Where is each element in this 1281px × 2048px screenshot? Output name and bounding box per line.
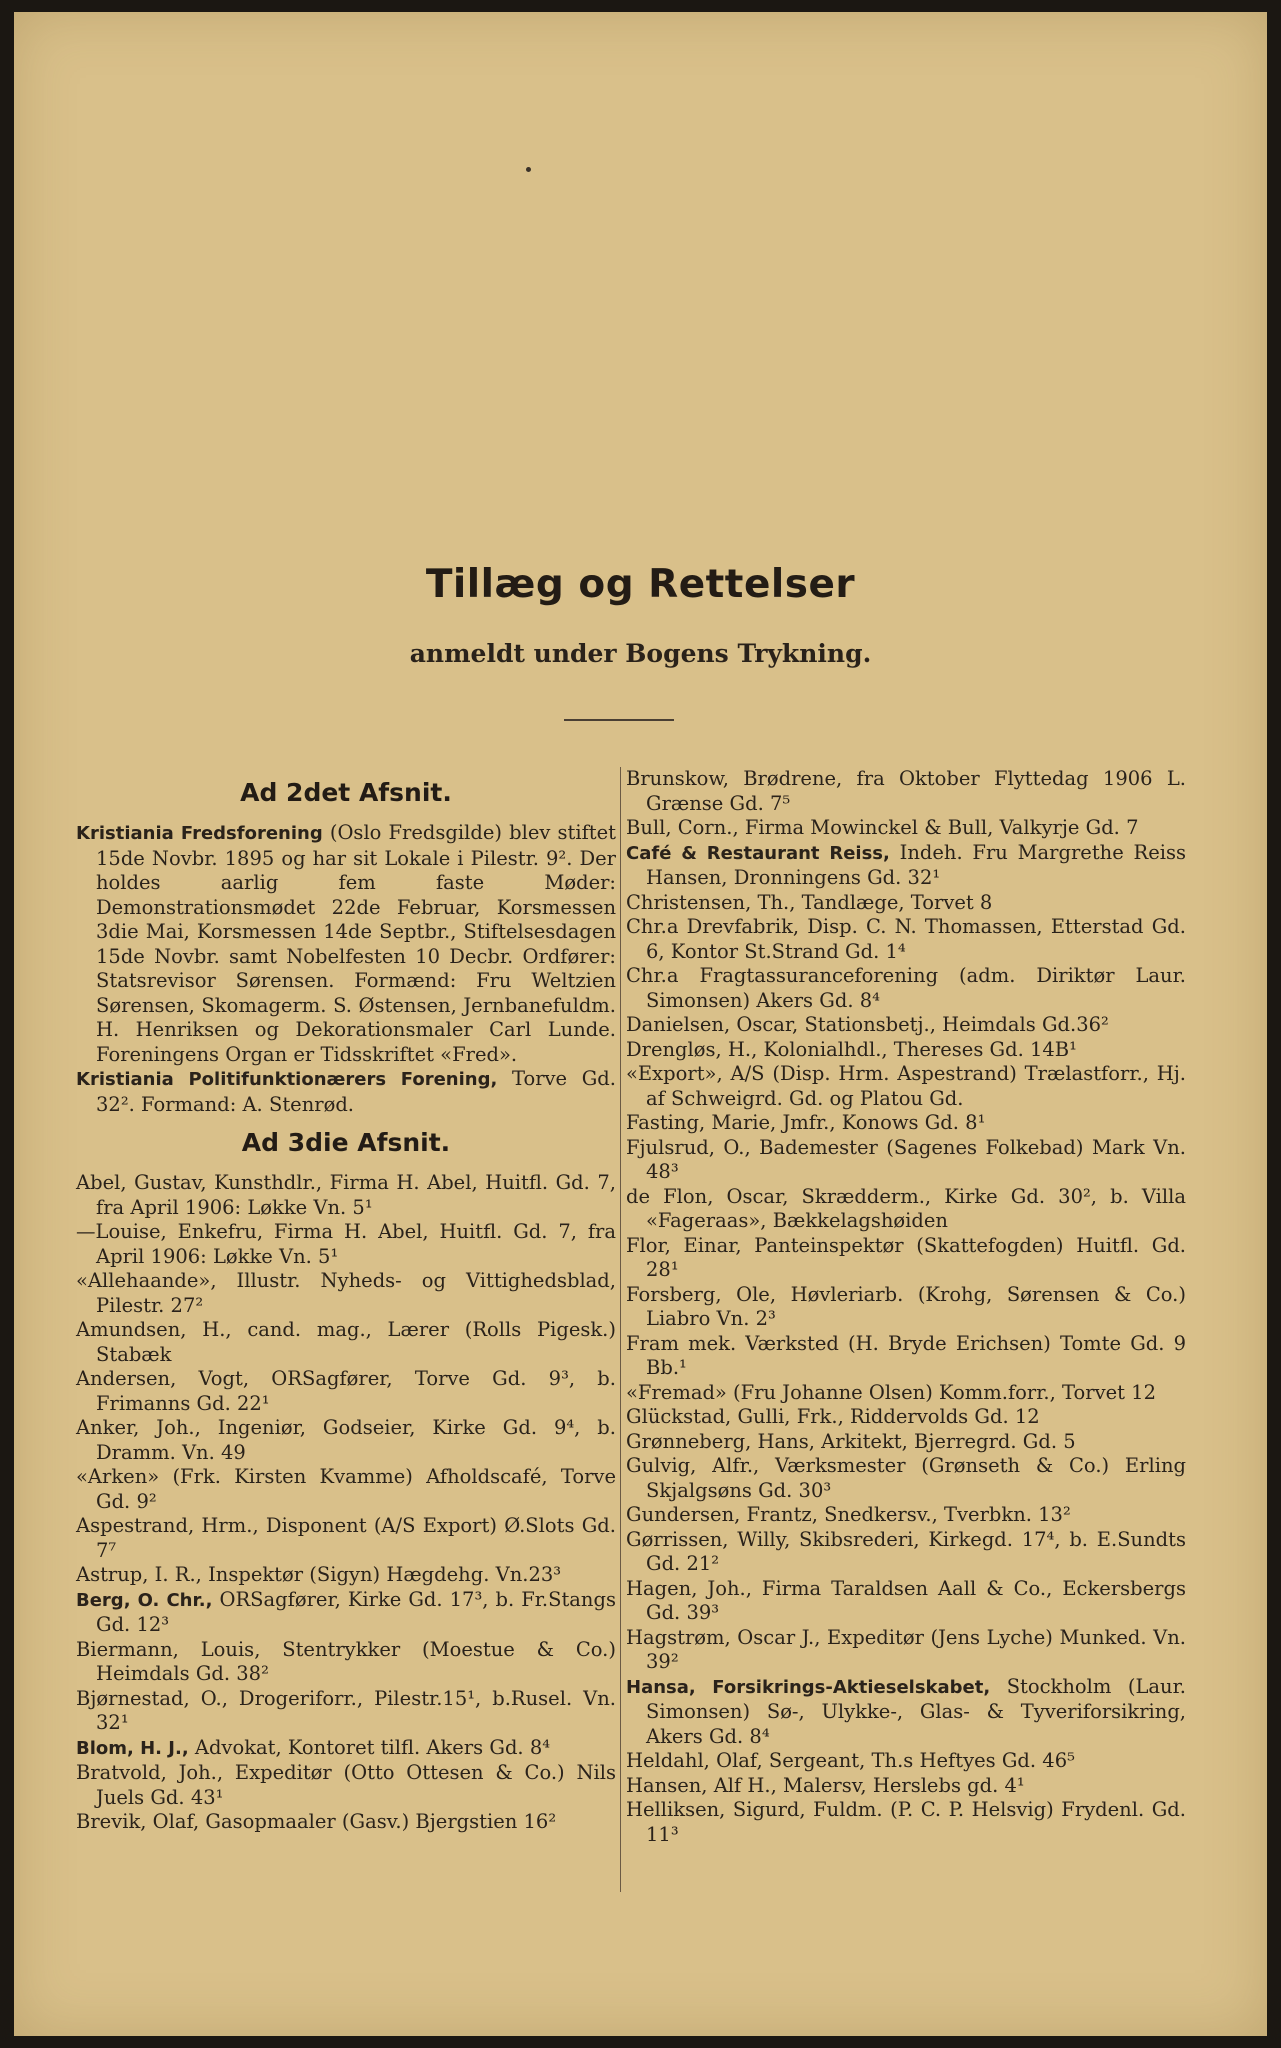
directory-entry — [626, 1503, 1186, 1528]
directory-entry — [76, 1563, 616, 1588]
entry-text: Danielsen, Oscar, Stationsbetj., Heimdals Gd.36² — [626, 1013, 1109, 1036]
entry-text: Amundsen, H., cand. mag., Lærer (Rolls Pigesk.) Stabæk — [76, 1318, 616, 1366]
entry-text: Christensen, Th., Tandlæge, Torvet 8 — [626, 890, 993, 914]
entry-text: Bull, Corn., Firma Mowinckel & Bull, Valkyrje Gd. 7 — [626, 816, 1139, 839]
entry-text: «Export», A/S (Disp. Hrm. Aspestrand) Trælastforr., Hj. af Schweigrd. Gd. og Platou Gd. — [626, 1062, 1186, 1110]
entry-text: «Fremad» (Fru Johanne Olsen) Komm.forr., Torvet 12 — [626, 1380, 1156, 1404]
entry-text: Gundersen, Frantz, Snedkersv., Tverbkn. 13² — [626, 1503, 1071, 1526]
entry-text: Fasting, Marie, Jmfr., Konows Gd. 8¹ — [626, 1111, 986, 1134]
entry-name: Berg, O. Chr., — [76, 1589, 213, 1611]
directory-entry — [76, 1220, 616, 1269]
document-page — [14, 12, 1267, 2036]
directory-entry — [626, 767, 1186, 816]
entry-text: Brunskow, Brødrene, fra Oktober Flyttedag 1906 L. Grænse Gd. 7⁵ — [626, 767, 1186, 815]
entry-text: —Louise, Enkefru, Firma H. Abel, Huitfl. Gd. 7, fra April 1906: Løkke Vn. 5¹ — [76, 1220, 616, 1268]
directory-entry — [626, 1013, 1186, 1038]
entry-text: Forsberg, Ole, Høvleriarb. (Krohg, Sørensen & Co.) Liabro Vn. 2³ — [626, 1282, 1186, 1330]
entry-text: «Allehaande», Illustr. Nyheds- og Vittighedsblad, Pilestr. 27² — [76, 1269, 616, 1317]
directory-entry — [626, 1430, 1186, 1455]
entry-text: Bjørnestad, O., Drogeriforr., Pilestr.15¹, b.Rusel. Vn. 32¹ — [76, 1686, 616, 1734]
directory-entry — [626, 1381, 1186, 1406]
directory-entry — [626, 1038, 1186, 1063]
directory-entry — [76, 821, 616, 1067]
entry-text: Gulvig, Alfr., Værksmester (Grønseth & Co.) Erling Skjalgsøns Gd. 30³ — [626, 1454, 1186, 1502]
entry-text: «Arken» (Frk. Kirsten Kvamme) Afholdscafé, Torve Gd. 9² — [76, 1465, 616, 1513]
page-title: Tillæg og Rettelser — [425, 562, 856, 607]
directory-entry — [76, 1318, 616, 1367]
directory-entry — [76, 1416, 616, 1465]
directory-entry — [626, 1405, 1186, 1430]
entry-text: Fjulsrud, O., Bademester (Sagenes Folkebad) Mark Vn. 48³ — [626, 1135, 1186, 1183]
speck-mark — [526, 167, 531, 172]
entry-text: Advokat, Kontoret tilfl. Akers Gd. 8⁴ — [188, 1735, 551, 1759]
directory-entry — [76, 1810, 616, 1835]
entry-text: Indeh. Fru Margrethe Reiss Hansen, Dronningens Gd. 32¹ — [646, 840, 1186, 889]
directory-entry — [626, 1675, 1186, 1750]
entry-text: Aspestrand, Hrm., Disponent (A/S Export) Ø.Slots Gd. 7⁷ — [76, 1514, 616, 1562]
directory-entry — [76, 1588, 616, 1638]
entry-text: Gørrissen, Willy, Skibsrederi, Kirkegd. 17⁴, b. E.Sundts Gd. 21² — [626, 1527, 1186, 1575]
entry-text: Helliksen, Sigurd, Fuldm. (P. C. P. Helsvig) Frydenl. Gd. 11³ — [626, 1798, 1186, 1846]
directory-entry — [626, 1332, 1186, 1381]
directory-entry — [76, 1171, 616, 1220]
directory-entry — [626, 1749, 1186, 1774]
entry-text: Chr.a Fragtassuranceforening (adm. Diriktør Laur. Simonsen) Akers Gd. 8⁴ — [626, 964, 1186, 1012]
directory-entry — [76, 1367, 616, 1416]
entry-name: Hansa, Forsikrings-Aktieselskabet, — [626, 1676, 991, 1698]
entry-text: Fram mek. Værksted (H. Bryde Erichsen) Tomte Gd. 9 Bb.¹ — [626, 1331, 1186, 1379]
entry-text: Astrup, I. R., Inspektør (Sigyn) Hægdehg. Vn.23³ — [76, 1563, 562, 1586]
entry-name: Kristiania Fredsforening — [76, 823, 323, 844]
directory-entry — [76, 1736, 616, 1762]
entry-text: Stockholm (Laur. Simonsen) Sø-, Ulykke-, Glas- & Tyveriforsikring, Akers Gd. 8⁴ — [646, 1674, 1186, 1748]
directory-entry — [76, 1638, 616, 1687]
directory-entry — [626, 964, 1186, 1013]
directory-entry — [76, 1067, 616, 1117]
directory-entry — [626, 1774, 1186, 1799]
entry-text: Biermann, Louis, Stentrykker (Moestue & Co.) Heimdals Gd. 38² — [76, 1637, 616, 1685]
directory-entry — [76, 1687, 616, 1736]
entry-text: Hagstrøm, Oscar J., Expeditør (Jens Lyche) Munked. Vn. 39² — [626, 1625, 1186, 1673]
entry-text: Hansen, Alf H., Malersv, Herslebs gd. 4¹ — [626, 1773, 1025, 1797]
directory-entry — [626, 1111, 1186, 1136]
entry-text: Heldahl, Olaf, Sergeant, Th.s Heftyes Gd. 46⁵ — [626, 1749, 1075, 1772]
entry-text: Torve Gd. 32². Formand: A. Stenrød. — [96, 1067, 616, 1116]
entry-text: de Flon, Oscar, Skrædderm., Kirke Gd. 30², b. Villa «Fageraas», Bækkelagshøiden — [626, 1184, 1186, 1232]
directory-entry — [626, 915, 1186, 964]
directory-entry — [76, 1761, 616, 1810]
entry-text: Brevik, Olaf, Gasopmaaler (Gasv.) Bjergstien 16² — [76, 1810, 557, 1833]
entry-name: Blom, H. J., — [76, 1737, 189, 1759]
entry-text: Hagen, Joh., Firma Taraldsen Aall & Co., Eckersbergs Gd. 39³ — [626, 1576, 1186, 1624]
right-column — [626, 767, 1186, 1847]
entry-text: Anker, Joh., Ingeniør, Godseier, Kirke Gd. 9⁴, b. Dramm. Vn. 49 — [76, 1416, 616, 1464]
entry-text: Andersen, Vogt, ORSagfører, Torve Gd. 9³, b. Frimanns Gd. 22¹ — [76, 1367, 616, 1415]
directory-entry — [626, 841, 1186, 891]
directory-entry — [626, 1185, 1186, 1234]
directory-entry — [626, 891, 1186, 916]
directory-entry — [626, 1626, 1186, 1675]
entry-name: Café & Restaurant Reiss, — [626, 842, 890, 864]
entry-text: ORSagfører, Kirke Gd. 17³, b. Fr.Stangs Gd. 12³ — [96, 1587, 616, 1636]
directory-entry — [626, 1528, 1186, 1577]
directory-entry — [76, 1269, 616, 1318]
page-subtitle: anmeldt under Bogens Trykning. — [409, 639, 872, 668]
entry-text: Abel, Gustav, Kunsthdlr., Firma H. Abel, Huitfl. Gd. 7, fra April 1906: Løkke Vn. 5¹ — [76, 1171, 616, 1219]
entry-text: Bratvold, Joh., Expeditør (Otto Ottesen & Co.) Nils Juels Gd. 43¹ — [76, 1761, 616, 1809]
entry-text: (Oslo Fredsgilde) blev stiftet 15de Novbr. 1895 og har sit Lokale i Pilestr. 9². Der holdes aarlig fem faste Møder: Demonstrationsmødet 22de Februar, Korsmessen 3die Mai, Korsmessen 14de Septbr., Stiftelsesdagen 15de Novbr. samt Nobelfesten 10 Decbr. Ordfører: Statsrevisor Sørensen. Formænd: Fru Weltzien Sørensen, Skomagerm. S. Østensen, Jernbanefuldm. H. Henriksen og Dekorationsmaler Carl Lunde. Foreningens Organ er Tidsskriftet «Fred». — [96, 821, 616, 1066]
entry-text: Flor, Einar, Panteinspektør (Skattefogden) Huitfl. Gd. 28¹ — [626, 1233, 1186, 1281]
directory-entry — [76, 1465, 616, 1514]
entry-name: Kristiania Politifunktionærers Forening, — [76, 1069, 498, 1090]
directory-entry — [626, 1062, 1186, 1111]
section-heading: Ad 3die Afsnit. — [241, 1128, 451, 1157]
directory-entry — [626, 816, 1186, 841]
directory-entry — [626, 1798, 1186, 1847]
directory-entry — [626, 1136, 1186, 1185]
entry-text: Chr.a Drevfabrik, Disp. C. N. Thomassen, Etterstad Gd. 6, Kontor St.Strand Gd. 1⁴ — [626, 915, 1186, 963]
left-column — [76, 767, 616, 1835]
ornament-rule — [564, 719, 674, 721]
entry-text: Drengløs, H., Kolonialhdl., Thereses Gd. 14B¹ — [626, 1037, 1077, 1061]
directory-entry — [626, 1454, 1186, 1503]
section-heading: Ad 2det Afsnit. — [240, 778, 452, 807]
directory-entry — [626, 1234, 1186, 1283]
entry-text: Grønneberg, Hans, Arkitekt, Bjerregrd. Gd. 5 — [626, 1429, 1076, 1453]
directory-entry — [76, 1514, 616, 1563]
column-divider — [620, 767, 621, 1892]
directory-entry — [626, 1577, 1186, 1626]
entry-text: Glückstad, Gulli, Frk., Riddervolds Gd. 12 — [626, 1405, 1040, 1428]
directory-entry — [626, 1283, 1186, 1332]
